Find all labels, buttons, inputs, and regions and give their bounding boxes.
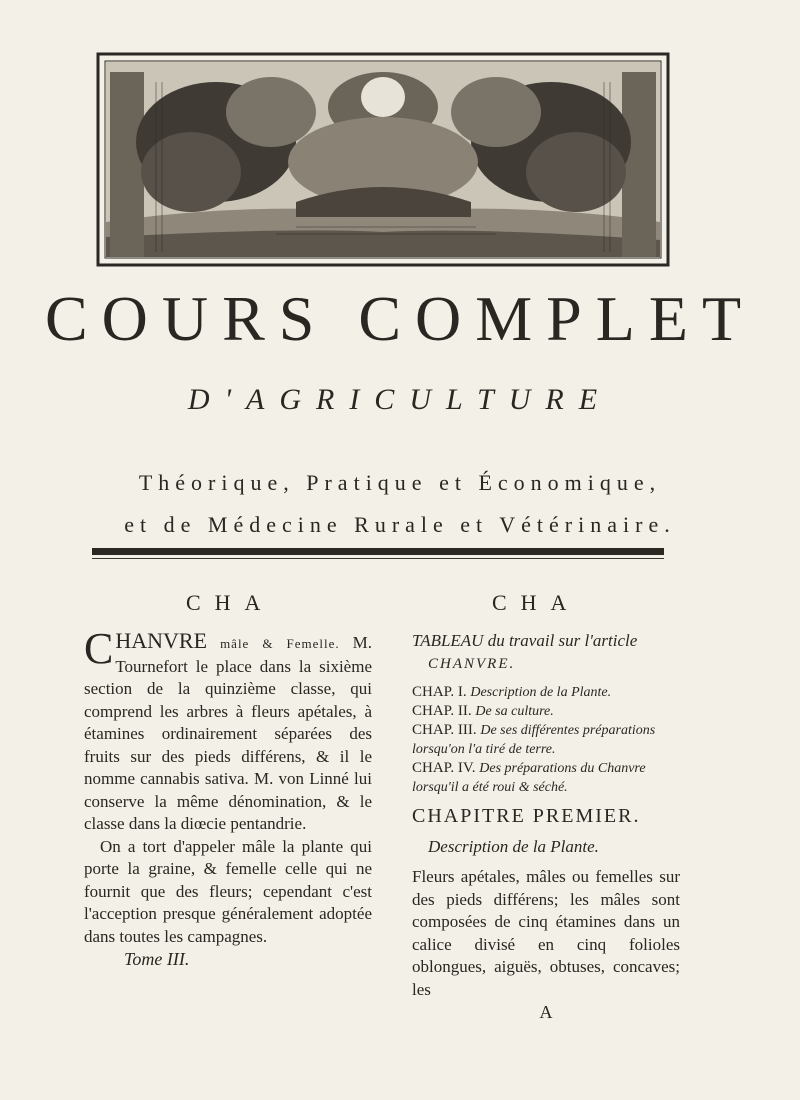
chapter-entry: CHAP. I. Description de la Plante. [412, 684, 612, 700]
left-column [84, 624, 373, 971]
right-column [412, 630, 680, 1024]
tableau-subject: CHANVRE. [428, 655, 516, 672]
description-heading: Description de la Plante. [428, 836, 599, 856]
chapter-entry: CHAP. III. De ses différentes préparations lorsqu'on l'a tiré de terre. [412, 722, 656, 757]
drop-cap: C [84, 624, 114, 673]
paragraph-2: On a tort d'appeler mâle la plante qui porte la graine, & femelle celle qui ne fournit que des fleurs; cependant c'est l'acception presque généralement adoptée dans toutes les campagnes. [84, 836, 372, 946]
running-head-left: CHA [186, 590, 275, 615]
paragraph-1: M. Tournefort le place dans la sixième section de la quinzième classe, qui comprend les arbres à fleurs apétales, à étamines ordinairement séparées des fruits sur des pieds différens, & il le nomme cannabis sativa. M. von Linné lui conserve la même dénomination, & le classe dans la diœcie pentandrie. [84, 633, 373, 833]
book-title: COURS COMPLET [44, 283, 756, 354]
title-line-1: Théorique, Pratique et Économique, [138, 470, 662, 495]
tableau-title: TABLEAU du travail sur l'article [412, 631, 638, 650]
running-head-right: CHA [492, 590, 581, 615]
description-body: Fleurs apétales, mâles ou femelles sur des pieds différens; les mâles sont composées de cinq étamines dans un calice divisé en cinq folioles oblongues, aiguës, obtuses, concaves; les [412, 867, 680, 999]
entry-paragraph [84, 624, 373, 836]
chapter-entry: CHAP. IV. Des préparations du Chanvre lorsqu'il a été roui & séché. [412, 760, 646, 795]
engraved-headpiece [96, 52, 670, 267]
chapitre-heading: CHAPITRE PREMIER. [412, 805, 641, 827]
chapter-entry: CHAP. II. De sa culture. [412, 703, 554, 719]
entry-word: HANVRE [115, 628, 208, 653]
entry-gender: mâle & Femelle. [220, 636, 340, 651]
book-subtitle: D'AGRICULTURE [187, 383, 613, 416]
double-rule [92, 548, 664, 562]
tome-signature: Tome III. [124, 949, 190, 969]
signature-mark: A [539, 1002, 553, 1022]
title-line-2: et de Médecine Rurale et Vétérinaire. [124, 512, 676, 537]
